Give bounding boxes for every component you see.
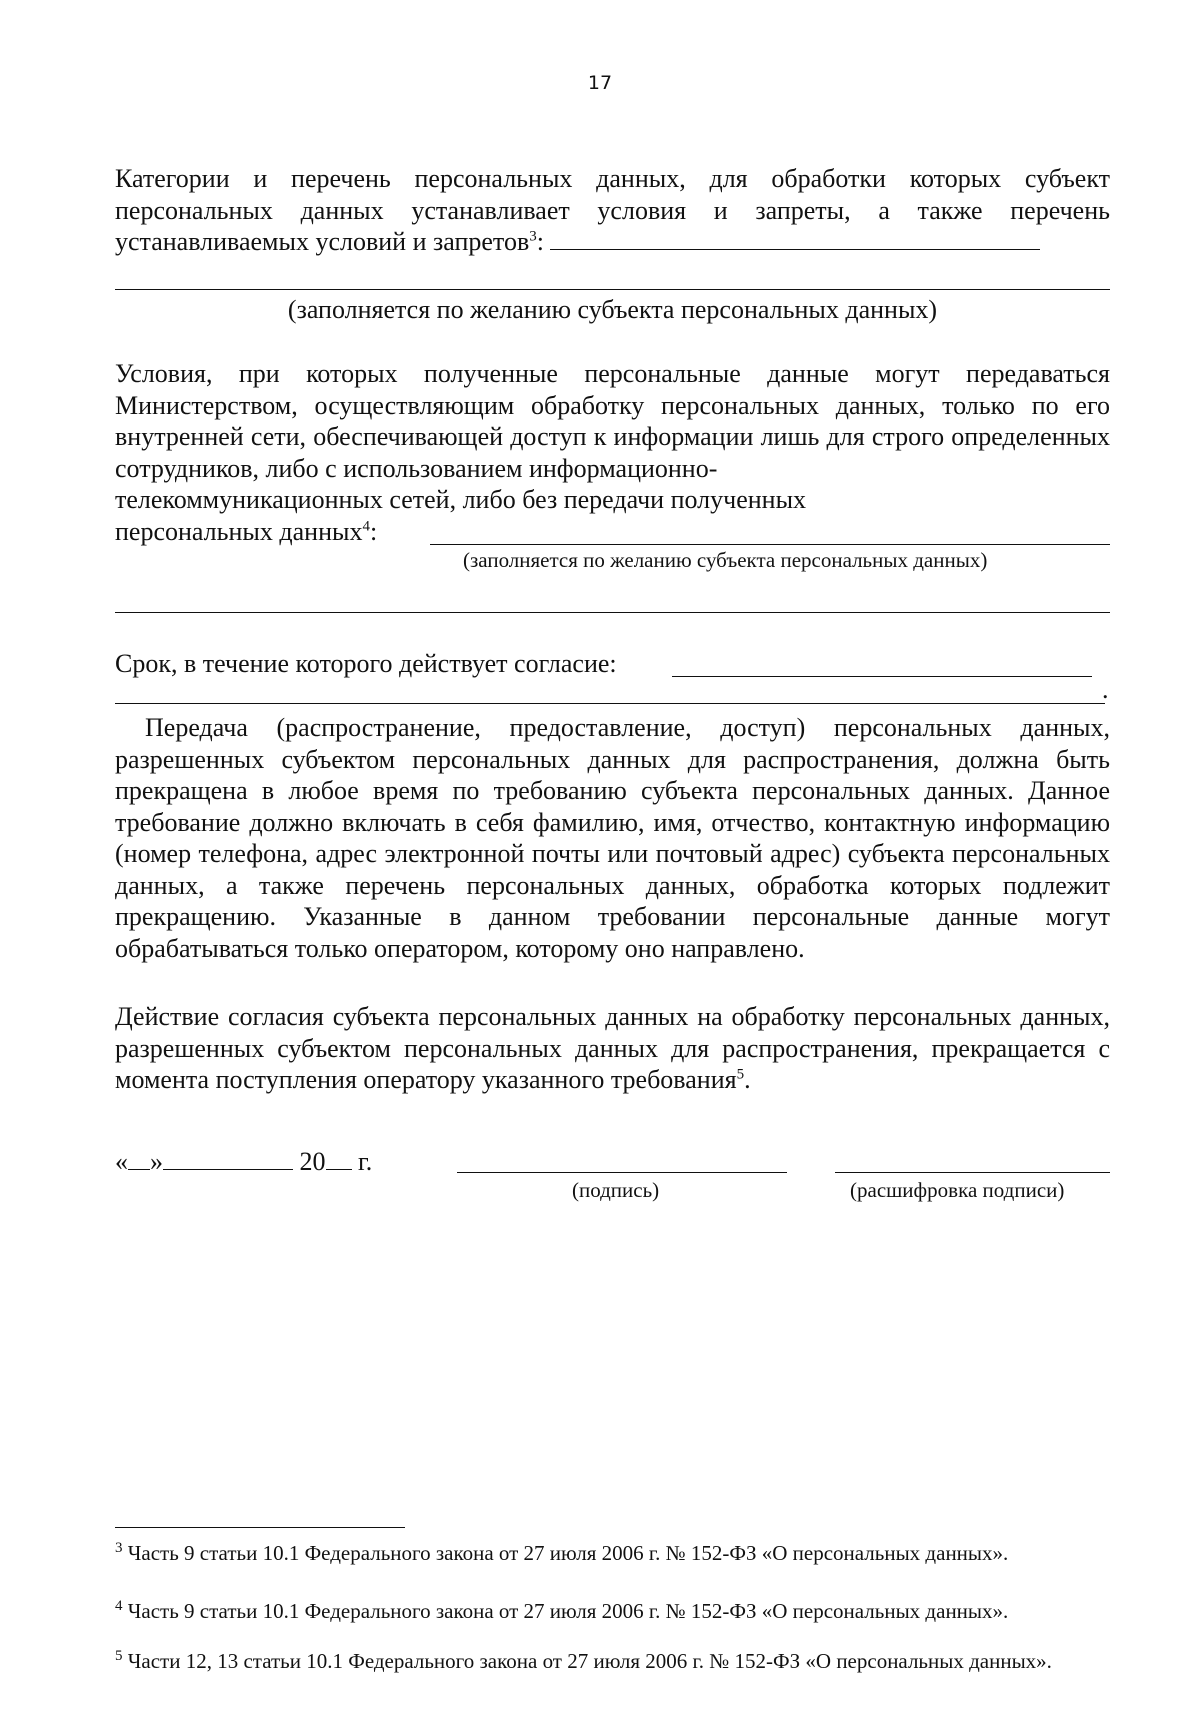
year-suffix: г. — [358, 1147, 373, 1176]
termination-text: Действие согласия субъекта персональных данных на обработку персональных данных, разрешенных субъектом персональных данных для распространения, прекращается с момента поступления оператору указанного требования — [115, 1002, 1110, 1094]
conditions-fill-line[interactable] — [430, 544, 1110, 545]
categories-fill-line[interactable] — [550, 248, 1040, 250]
conditions-paragraph-line3 — [115, 516, 1110, 548]
footnote-ref-3: 3 — [529, 228, 537, 245]
footnote-3-text: Часть 9 статьи 10.1 Федерального закона от 27 июля 2006 г. № 152-ФЗ «О персональных данных». — [127, 1541, 1009, 1565]
term-fill-line-2[interactable] — [115, 703, 1105, 704]
categories-colon: : — [536, 227, 544, 256]
signature-line[interactable] — [457, 1172, 787, 1173]
term-paragraph — [115, 648, 1110, 680]
categories-caption: (заполняется по желанию субъекта персональных данных) — [287, 295, 938, 324]
date-open-quote: « — [115, 1147, 128, 1176]
conditions-caption: (заполняется по желанию субъекта персональных данных) — [463, 548, 988, 572]
categories-text: Категории и перечень персональных данных, для обработки которых субъект персональных данных устанавливает условия и запреты, а также перечень устанавливаемых условий и запретов — [115, 164, 1110, 256]
footnote-4 — [115, 1598, 1110, 1624]
date-close-quote: » — [150, 1147, 163, 1176]
conditions-paragraph-line2 — [115, 484, 1110, 516]
term-label: Срок, в течение которого действует согласие: — [115, 649, 617, 678]
transfer-paragraph — [115, 712, 1110, 964]
signature-decode-line[interactable] — [835, 1172, 1110, 1173]
conditions-fill-line-2[interactable] — [115, 612, 1110, 613]
date-day-line[interactable] — [128, 1168, 150, 1170]
footnote-5-number: 5 — [115, 1648, 123, 1664]
date-year-line[interactable] — [326, 1168, 352, 1170]
footnote-ref-4: 4 — [362, 518, 370, 535]
conditions-text-3: персональных данных — [115, 517, 363, 546]
footnote-5-text: Части 12, 13 статьи 10.1 Федерального закона от 27 июля 2006 г. № 152-ФЗ «О персональных данных». — [127, 1649, 1052, 1673]
term-fill-line[interactable] — [672, 676, 1092, 677]
conditions-text: Условия, при которых полученные персональные данные могут передаваться Министерством, осуществляющим обработку персональных данных, только по его внутренней сети, обеспечивающей доступ к информации лишь для строго определенных сотрудников, либо с использованием информационно- — [115, 359, 1110, 483]
footnote-5 — [115, 1648, 1110, 1674]
conditions-text-2: телекоммуникационных сетей, либо без передачи полученных — [115, 485, 807, 514]
footnote-3-number: 3 — [115, 1540, 123, 1556]
transfer-text: Передача (распространение, предоставление, доступ) персональных данных, разрешенных субъектом персональных данных для распространения, должна быть прекращена в любое время по требованию субъекта персональных данных. Данное требование должно включать в себя фамилию, имя, отчество, контактную информацию (номер телефона, адрес электронной почты или почтовый адрес) субъекта персональных данных, а также перечень персональных данных, обработка которых подлежит прекращению. Указанные в данном требовании персональные данные могут обрабатываться только оператором, которому оно направлено. — [115, 713, 1110, 963]
signature-decode-caption: (расшифровка подписи) — [850, 1178, 1065, 1202]
footnote-4-text: Часть 9 статьи 10.1 Федерального закона от 27 июля 2006 г. № 152-ФЗ «О персональных данных». — [127, 1599, 1009, 1623]
signature-row — [115, 1147, 372, 1177]
categories-fill-line-2[interactable] — [115, 289, 1110, 290]
footnote-4-number: 4 — [115, 1598, 123, 1614]
termination-end-dot: . — [744, 1065, 751, 1094]
footnote-separator — [115, 1527, 405, 1528]
conditions-colon: : — [369, 517, 378, 546]
signature-caption: (подпись) — [572, 1178, 660, 1202]
conditions-paragraph — [115, 358, 1110, 484]
year-prefix: 20 — [299, 1147, 326, 1176]
footnote-3 — [115, 1540, 1110, 1566]
footnote-ref-5: 5 — [736, 1066, 745, 1083]
term-end-dot: . — [1102, 675, 1109, 704]
page-number: 17 — [587, 72, 613, 94]
termination-paragraph — [115, 1001, 1110, 1096]
categories-paragraph — [115, 163, 1110, 258]
date-month-line[interactable] — [163, 1168, 293, 1170]
